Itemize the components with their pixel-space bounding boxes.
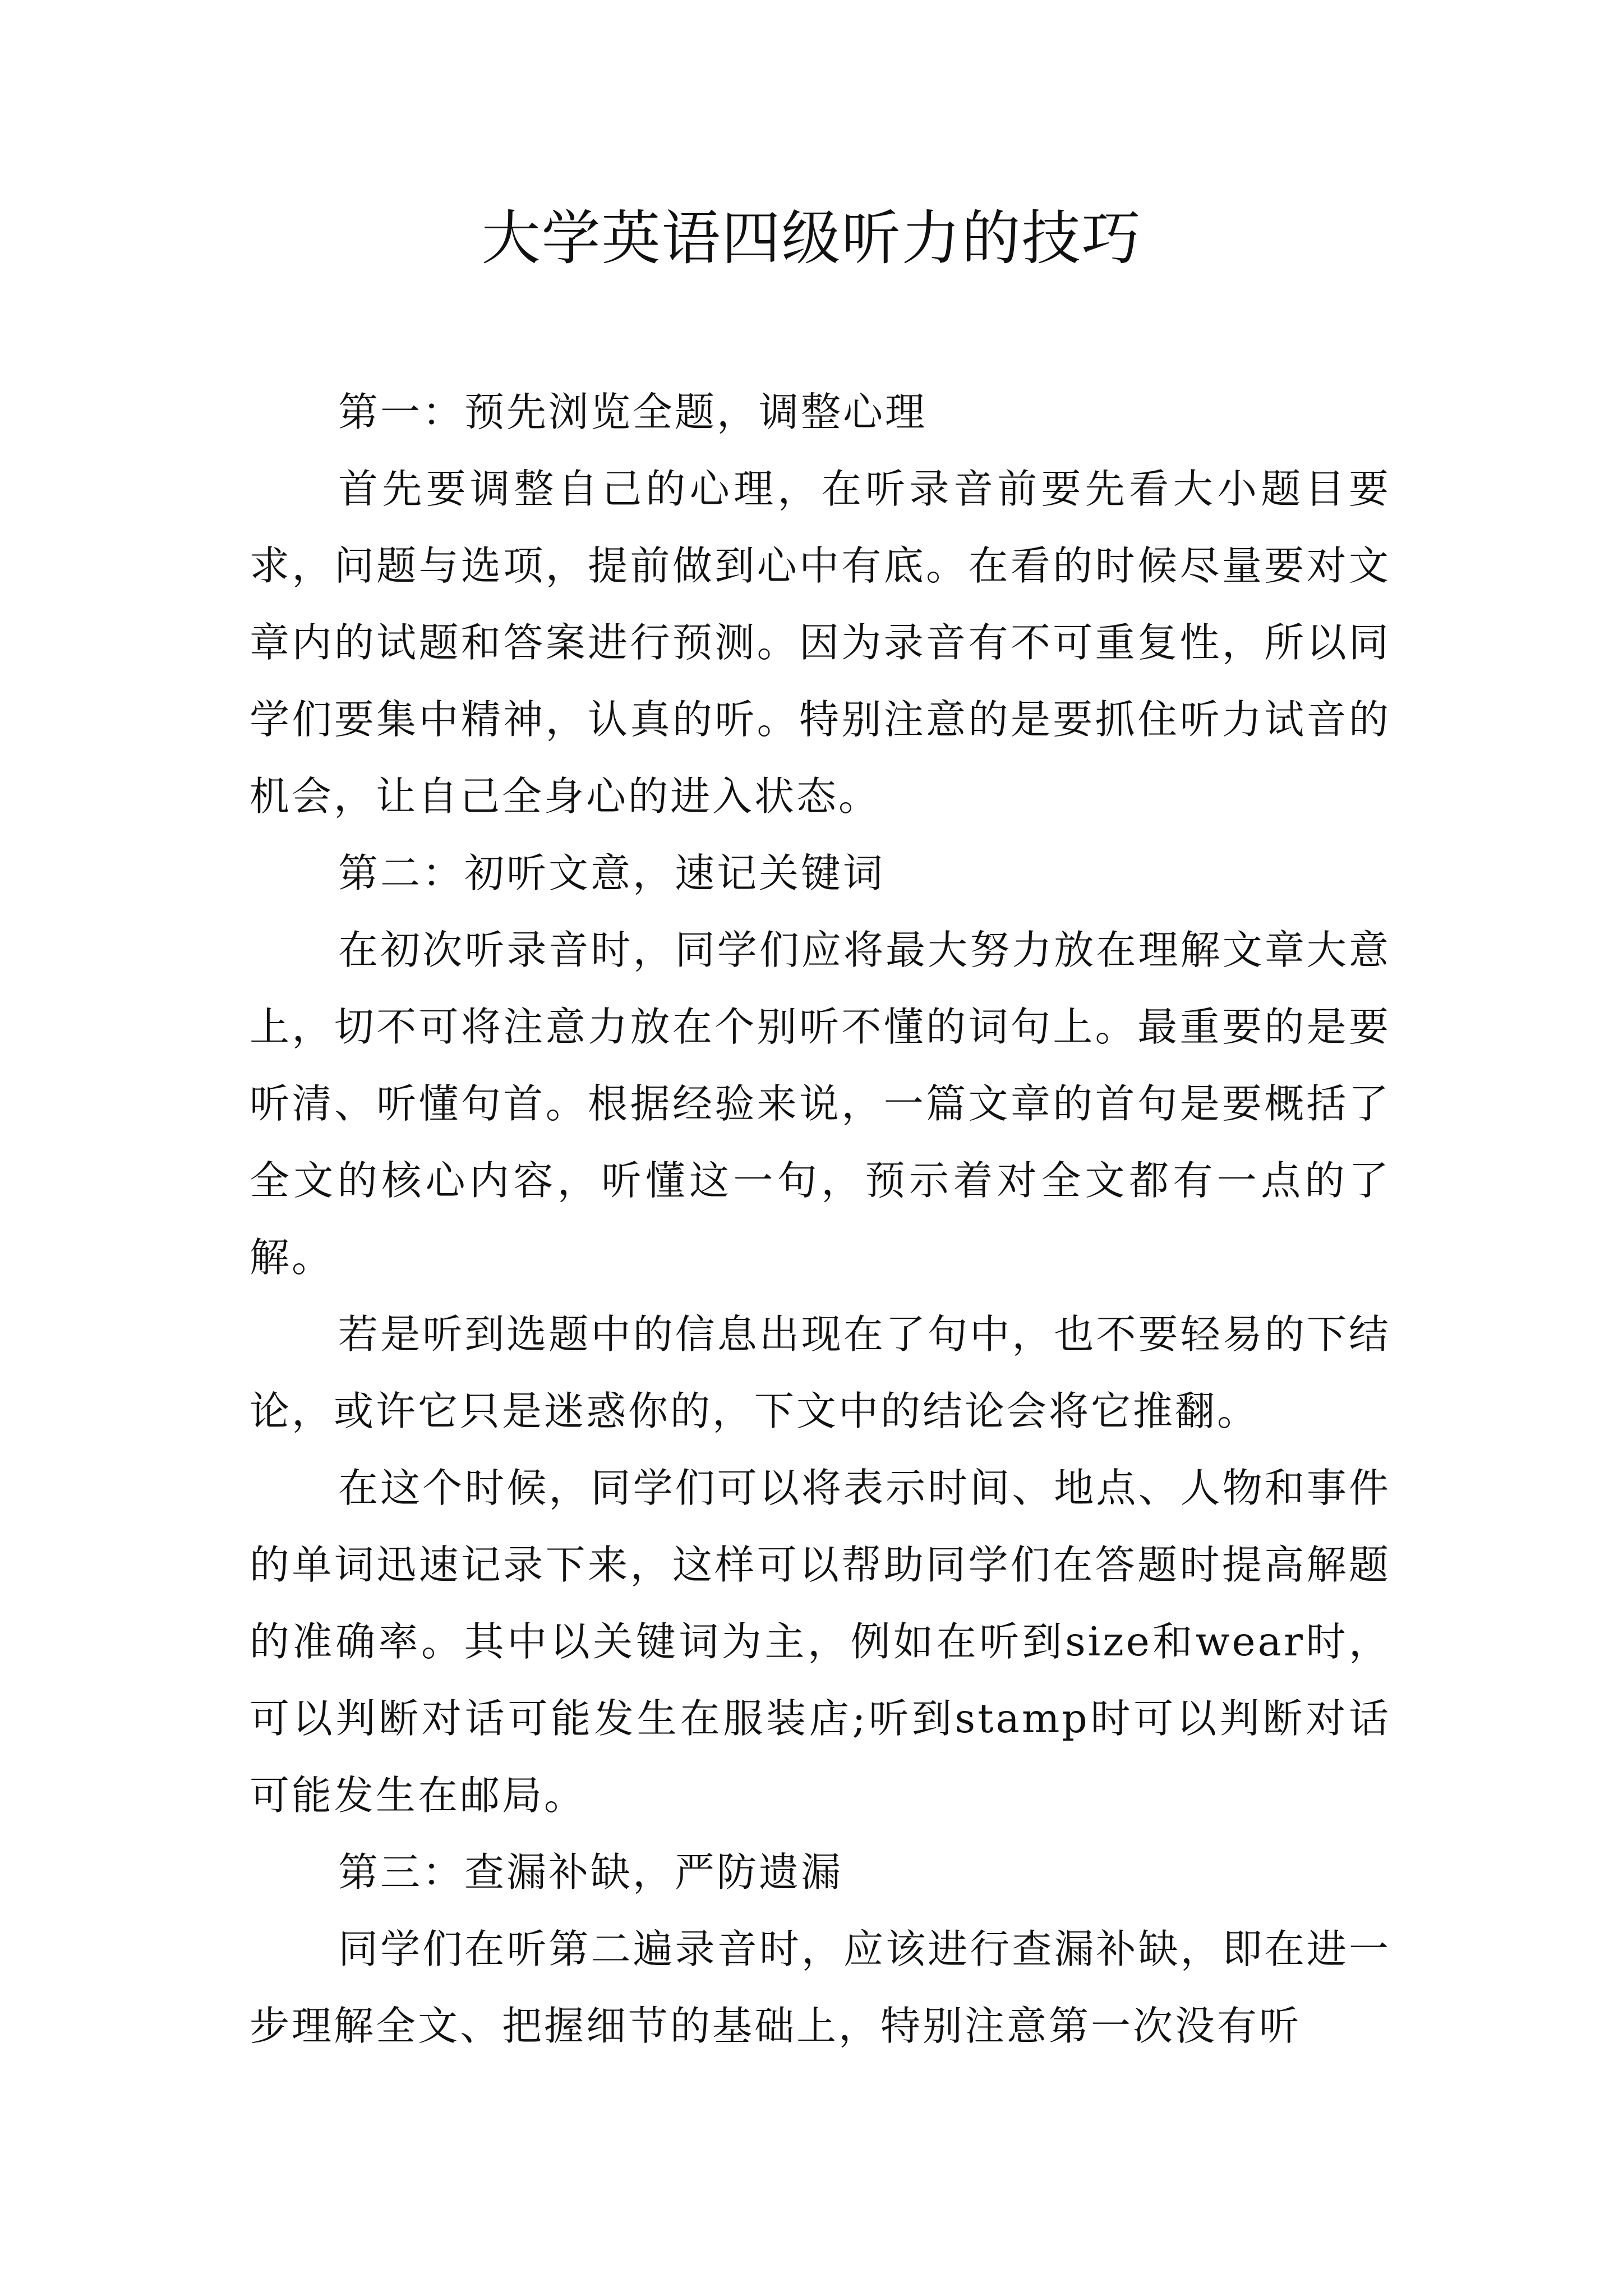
document-body xyxy=(250,374,1391,2064)
section-heading-2: 第二：初听文意，速记关键词 xyxy=(338,850,886,896)
paragraph: 在这个时候，同学们可以将表示时间、地点、人物和事件的单词迅速记录下来，这样可以帮助同学们在答题时提高解题的准确率。其中以关键词为主，例如在听到size和wear时，可以判断对话可能发生在服装店;听到stamp时可以判断对话可能发生在邮局。 xyxy=(250,1465,1391,1819)
section-heading-3: 第三：查漏补缺，严防遗漏 xyxy=(338,1849,843,1895)
document-title: 大学英语四级听力的技巧 xyxy=(481,204,1142,273)
paragraph: 同学们在听第二遍录音时，应该进行查漏补缺，即在进一步理解全文、把握细节的基础上，特别注意第一次没有听 xyxy=(250,1926,1391,2049)
section-heading-1: 第一：预先浏览全题，调整心理 xyxy=(338,389,928,435)
paragraph: 首先要调整自己的心理，在听录音前要先看大小题目要求，问题与选项，提前做到心中有底。在看的时候尽量要对文章内的试题和答案进行预测。因为录音有不可重复性，所以同学们要集中精神，认真的听。特别注意的是要抓住听力试音的机会，让自己全身心的进入状态。 xyxy=(250,466,1391,820)
paragraph: 若是听到选题中的信息出现在了句中，也不要轻易的下结论，或许它只是迷惑你的，下文中的结论会将它推翻。 xyxy=(250,1311,1391,1434)
paragraph: 在初次听录音时，同学们应将最大努力放在理解文章大意上，切不可将注意力放在个别听不懂的词句上。最重要的是要听清、听懂句首。根据经验来说，一篇文章的首句是要概括了全文的核心内容，听懂这一句，预示着对全文都有一点的了解。 xyxy=(250,927,1391,1281)
